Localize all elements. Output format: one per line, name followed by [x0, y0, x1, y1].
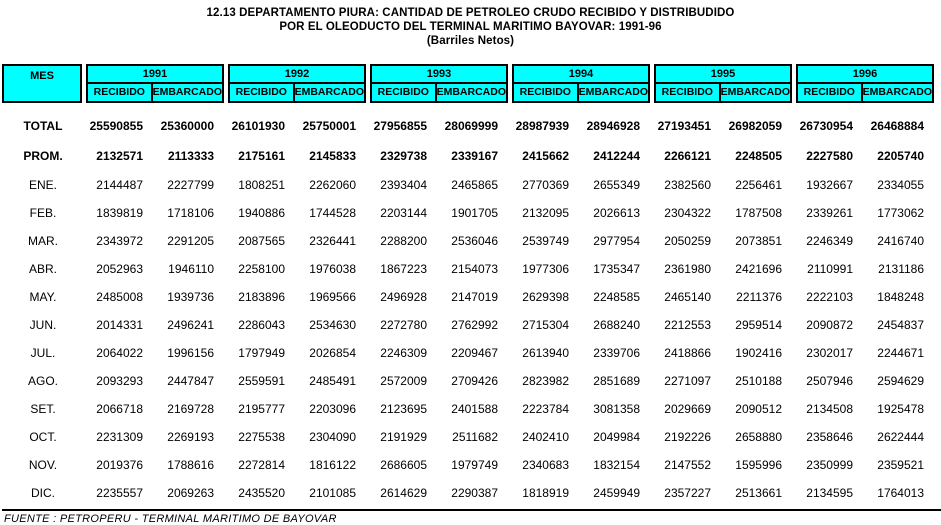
- value-cell: 2513661: [735, 486, 782, 500]
- row-label: MAR.: [28, 234, 58, 248]
- value-cell: 27956855: [373, 119, 427, 133]
- row-label: PROM.: [23, 149, 63, 163]
- value-cell: 2093293: [96, 374, 143, 388]
- value-cell: 2594629: [877, 374, 924, 388]
- value-cell: 2329738: [380, 149, 427, 163]
- value-cell: 2110991: [807, 262, 853, 276]
- value-cell: 1832154: [593, 458, 640, 472]
- row-label: ENE.: [28, 178, 57, 192]
- value-cell: 2049984: [593, 430, 640, 444]
- value-cell: 2823982: [522, 374, 569, 388]
- value-cell: 2050259: [664, 234, 711, 248]
- value-cell: 2134595: [806, 486, 853, 500]
- value-cell: 2382560: [664, 178, 711, 192]
- table-row-dic: [2, 479, 941, 507]
- value-cell: 2154073: [451, 262, 498, 276]
- value-cell: 2175161: [238, 149, 285, 163]
- value-cell: 1932667: [806, 178, 853, 192]
- value-cell: 28987939: [515, 119, 569, 133]
- sub-header-row: [656, 84, 790, 101]
- value-cell: 1735347: [593, 262, 640, 276]
- value-cell: 2183896: [238, 290, 285, 304]
- table-row-may: [2, 283, 941, 311]
- value-cell: 2770369: [522, 178, 569, 192]
- value-cell: 2271097: [664, 374, 711, 388]
- year-label: 1993: [372, 66, 506, 84]
- value-cell: 2272814: [238, 458, 285, 472]
- col-header-recibido: RECIBIDO: [519, 86, 571, 98]
- value-cell: 2069263: [167, 486, 214, 500]
- value-cell: 1595996: [735, 458, 782, 472]
- value-cell: 1979749: [451, 458, 498, 472]
- value-cell: 2191929: [380, 430, 427, 444]
- value-cell: 2286043: [238, 318, 285, 332]
- value-cell: 2144487: [96, 178, 143, 192]
- year-group-1995: [654, 64, 792, 103]
- value-cell: 2421696: [735, 262, 782, 276]
- value-cell: 2326441: [309, 234, 356, 248]
- value-cell: 2290387: [451, 486, 498, 500]
- value-cell: 2272780: [380, 318, 427, 332]
- title-line-3: (Barriles Netos): [426, 35, 515, 47]
- value-cell: 1787508: [735, 206, 782, 220]
- value-cell: 2269193: [167, 430, 214, 444]
- value-cell: 2101085: [309, 486, 356, 500]
- table-row-oct: [2, 423, 941, 451]
- value-cell: 1939736: [167, 290, 214, 304]
- value-cell: 2169728: [167, 402, 214, 416]
- value-cell: 2465865: [451, 178, 498, 192]
- value-cell: 2454837: [877, 318, 924, 332]
- value-cell: 28069999: [444, 119, 498, 133]
- year-group-1996: [796, 64, 934, 103]
- value-cell: 27193451: [657, 119, 711, 133]
- row-label: SET.: [30, 402, 56, 416]
- year-label: 1994: [514, 66, 648, 84]
- value-cell: 2244671: [877, 346, 924, 360]
- value-cell: 2343972: [96, 234, 143, 248]
- table-row-mar: [2, 227, 941, 255]
- value-cell: 2026613: [593, 206, 640, 220]
- value-cell: 1901705: [451, 206, 498, 220]
- table-row-feb: [2, 199, 941, 227]
- col-header-embarcado: EMBARCADO: [151, 84, 222, 101]
- mes-header-cell: MES: [2, 64, 82, 103]
- sub-header-row: [230, 84, 364, 101]
- value-cell: 2658880: [735, 430, 782, 444]
- value-cell: 2350999: [806, 458, 853, 472]
- value-cell: 2195777: [238, 402, 285, 416]
- row-label: MAY.: [29, 290, 57, 304]
- value-cell: 2256461: [735, 178, 782, 192]
- value-cell: 2212553: [664, 318, 711, 332]
- value-cell: 2304322: [664, 206, 711, 220]
- value-cell: 2447847: [167, 374, 214, 388]
- value-cell: 1808251: [238, 178, 285, 192]
- year-label: 1995: [656, 66, 790, 84]
- col-header-recibido: RECIBIDO: [235, 86, 287, 98]
- value-cell: 2134508: [806, 402, 853, 416]
- value-cell: 2559591: [238, 374, 285, 388]
- value-cell: 1818919: [522, 486, 569, 500]
- value-cell: 2959514: [735, 318, 782, 332]
- row-label: NOV.: [28, 458, 58, 472]
- value-cell: 2227799: [167, 178, 214, 192]
- value-cell: 2507946: [806, 374, 853, 388]
- col-header-recibido: RECIBIDO: [661, 86, 713, 98]
- value-cell: 2087565: [238, 234, 285, 248]
- value-cell: 2536046: [451, 234, 498, 248]
- value-cell: 2266121: [664, 149, 711, 163]
- value-cell: 2339167: [451, 149, 498, 163]
- row-label: ABR.: [28, 262, 57, 276]
- value-cell: 2572009: [380, 374, 427, 388]
- value-cell: 1744528: [309, 206, 356, 220]
- value-cell: 26101930: [231, 119, 285, 133]
- row-label: DIC.: [31, 486, 55, 500]
- value-cell: 2147552: [664, 458, 711, 472]
- col-header-embarcado: EMBARCADO: [861, 84, 932, 101]
- value-cell: 1976038: [309, 262, 356, 276]
- value-cell: 1797949: [238, 346, 285, 360]
- value-cell: 2211376: [736, 290, 782, 304]
- value-cell: 2246309: [380, 346, 427, 360]
- value-cell: 2401588: [451, 402, 498, 416]
- value-cell: 2014331: [96, 318, 143, 332]
- value-cell: 2113333: [167, 149, 214, 163]
- col-header-embarcado: EMBARCADO: [293, 84, 364, 101]
- table-row-jun: [2, 311, 941, 339]
- value-cell: 2510188: [735, 374, 782, 388]
- value-cell: 2203096: [309, 402, 356, 416]
- value-cell: 2231309: [96, 430, 143, 444]
- value-cell: 2275538: [238, 430, 285, 444]
- value-cell: 25750001: [302, 119, 356, 133]
- value-cell: 2064022: [96, 346, 143, 360]
- value-cell: 1925478: [877, 402, 924, 416]
- value-cell: 2223784: [522, 402, 569, 416]
- value-cell: 1773062: [877, 206, 924, 220]
- col-header-embarcado: EMBARCADO: [719, 84, 790, 101]
- value-cell: 2485491: [309, 374, 356, 388]
- year-group-1992: [228, 64, 366, 103]
- value-cell: 2222103: [806, 290, 853, 304]
- value-cell: 1839819: [96, 206, 143, 220]
- value-cell: 2412244: [593, 149, 640, 163]
- table-body: [2, 103, 941, 507]
- value-cell: 2539749: [522, 234, 569, 248]
- value-cell: 2629398: [522, 290, 569, 304]
- source-note: FUENTE : PETROPERU - TERMINAL MARITIMO DE BAYOVAR: [2, 509, 941, 525]
- col-header-recibido: RECIBIDO: [377, 86, 429, 98]
- value-cell: 1946110: [168, 262, 214, 276]
- value-cell: 2688240: [593, 318, 640, 332]
- title-line-2: POR EL OLEODUCTO DEL TERMINAL MARITIMO BAYOVAR: 1991-96: [279, 21, 662, 33]
- value-cell: 1969566: [309, 290, 356, 304]
- table-row-abr: [2, 255, 941, 283]
- value-cell: 2131186: [878, 262, 924, 276]
- value-cell: 1718106: [167, 206, 214, 220]
- value-cell: 2123695: [380, 402, 427, 416]
- value-cell: 2029669: [664, 402, 711, 416]
- value-cell: 25360000: [160, 119, 214, 133]
- title-line-1: 12.13 DEPARTAMENTO PIURA: CANTIDAD DE PETROLEO CRUDO RECIBIDO Y DISTRIBUDIDO: [206, 7, 735, 19]
- value-cell: 26468884: [870, 119, 924, 133]
- value-cell: 2235557: [96, 486, 143, 500]
- row-label: AGO.: [27, 374, 58, 388]
- value-cell: 1940886: [238, 206, 285, 220]
- table-row-jul: [2, 339, 941, 367]
- table-row-ago: [2, 367, 941, 395]
- data-table: [0, 64, 941, 525]
- value-cell: 2258100: [238, 262, 285, 276]
- value-cell: 1977306: [522, 262, 569, 276]
- value-cell: 2511682: [452, 430, 498, 444]
- value-cell: 2205740: [877, 149, 924, 163]
- value-cell: 2416740: [877, 234, 924, 248]
- value-cell: 2762992: [451, 318, 498, 332]
- value-cell: 2415662: [522, 149, 569, 163]
- row-label: FEB.: [29, 206, 57, 220]
- year-label: 1996: [798, 66, 932, 84]
- value-cell: 2246349: [806, 234, 853, 248]
- value-cell: 2248585: [593, 290, 640, 304]
- row-label: JUL.: [30, 346, 56, 360]
- sub-header-row: [372, 84, 506, 101]
- year-groups: [86, 64, 934, 103]
- value-cell: 2977954: [593, 234, 640, 248]
- value-cell: 2302017: [806, 346, 853, 360]
- value-cell: 2209467: [451, 346, 498, 360]
- value-cell: 2147019: [451, 290, 498, 304]
- value-cell: 1996156: [167, 346, 214, 360]
- value-cell: 1764013: [877, 486, 924, 500]
- value-cell: 2613940: [522, 346, 569, 360]
- value-cell: 2357227: [664, 486, 711, 500]
- col-header-recibido: RECIBIDO: [93, 86, 145, 98]
- value-cell: 2334055: [877, 178, 924, 192]
- value-cell: 2622444: [877, 430, 924, 444]
- value-cell: 26730954: [799, 119, 853, 133]
- value-cell: 2019376: [96, 458, 143, 472]
- value-cell: 2262060: [309, 178, 356, 192]
- value-cell: 2339706: [593, 346, 640, 360]
- value-cell: 2288200: [380, 234, 427, 248]
- value-cell: 2655349: [593, 178, 640, 192]
- row-label: OCT.: [29, 430, 57, 444]
- value-cell: 2203144: [380, 206, 427, 220]
- value-cell: 1848248: [877, 290, 924, 304]
- table-row-prom: [2, 141, 941, 171]
- value-cell: 2851689: [593, 374, 640, 388]
- table-row-total: [2, 111, 941, 141]
- value-cell: 2132095: [522, 206, 569, 220]
- value-cell: 2614629: [380, 486, 427, 500]
- col-header-embarcado: EMBARCADO: [435, 84, 506, 101]
- value-cell: 2090872: [806, 318, 853, 332]
- value-cell: 2496928: [380, 290, 427, 304]
- row-label: TOTAL: [23, 119, 63, 133]
- value-cell: 25590855: [89, 119, 143, 133]
- value-cell: 2227580: [806, 149, 853, 163]
- value-cell: 2465140: [664, 290, 711, 304]
- value-cell: 2361980: [664, 262, 711, 276]
- sub-header-row: [514, 84, 648, 101]
- table-row-nov: [2, 451, 941, 479]
- sub-header-row: [88, 84, 222, 101]
- value-cell: 2402410: [522, 430, 569, 444]
- value-cell: 1788616: [167, 458, 214, 472]
- value-cell: 1902416: [735, 346, 782, 360]
- value-cell: 2534630: [309, 318, 356, 332]
- value-cell: 2304090: [309, 430, 356, 444]
- value-cell: 2145833: [309, 149, 356, 163]
- year-label: 1992: [230, 66, 364, 84]
- year-group-1991: [86, 64, 224, 103]
- value-cell: 2393404: [380, 178, 427, 192]
- value-cell: 2459949: [593, 486, 640, 500]
- value-cell: 2485008: [96, 290, 143, 304]
- value-cell: 2340683: [522, 458, 569, 472]
- value-cell: 2709426: [451, 374, 498, 388]
- value-cell: 2358646: [806, 430, 853, 444]
- document-title: [0, 0, 941, 48]
- value-cell: 2359521: [877, 458, 924, 472]
- value-cell: 2715304: [522, 318, 569, 332]
- value-cell: 2291205: [167, 234, 214, 248]
- value-cell: 2026854: [309, 346, 356, 360]
- table-row-ene: [2, 171, 941, 199]
- value-cell: 2496241: [167, 318, 214, 332]
- sub-header-row: [798, 84, 932, 101]
- year-group-1993: [370, 64, 508, 103]
- value-cell: 3081358: [593, 402, 640, 416]
- row-label: JUN.: [29, 318, 57, 332]
- value-cell: 2073851: [735, 234, 782, 248]
- year-label: 1991: [88, 66, 222, 84]
- value-cell: 2052963: [96, 262, 143, 276]
- value-cell: 26982059: [728, 119, 782, 133]
- value-cell: 2090512: [735, 402, 782, 416]
- year-group-1994: [512, 64, 650, 103]
- value-cell: 2192226: [664, 430, 711, 444]
- value-cell: 28946928: [586, 119, 640, 133]
- value-cell: 2418866: [664, 346, 711, 360]
- value-cell: 2132571: [96, 149, 143, 163]
- value-cell: 2686605: [380, 458, 427, 472]
- table-row-set: [2, 395, 941, 423]
- value-cell: 1867223: [380, 262, 427, 276]
- col-header-embarcado: EMBARCADO: [577, 84, 648, 101]
- value-cell: 2435520: [238, 486, 285, 500]
- value-cell: 2248505: [735, 149, 782, 163]
- value-cell: 2066718: [96, 402, 143, 416]
- col-header-recibido: RECIBIDO: [803, 86, 855, 98]
- value-cell: 2339261: [806, 206, 853, 220]
- value-cell: 1816122: [309, 458, 356, 472]
- table-header: [2, 64, 941, 103]
